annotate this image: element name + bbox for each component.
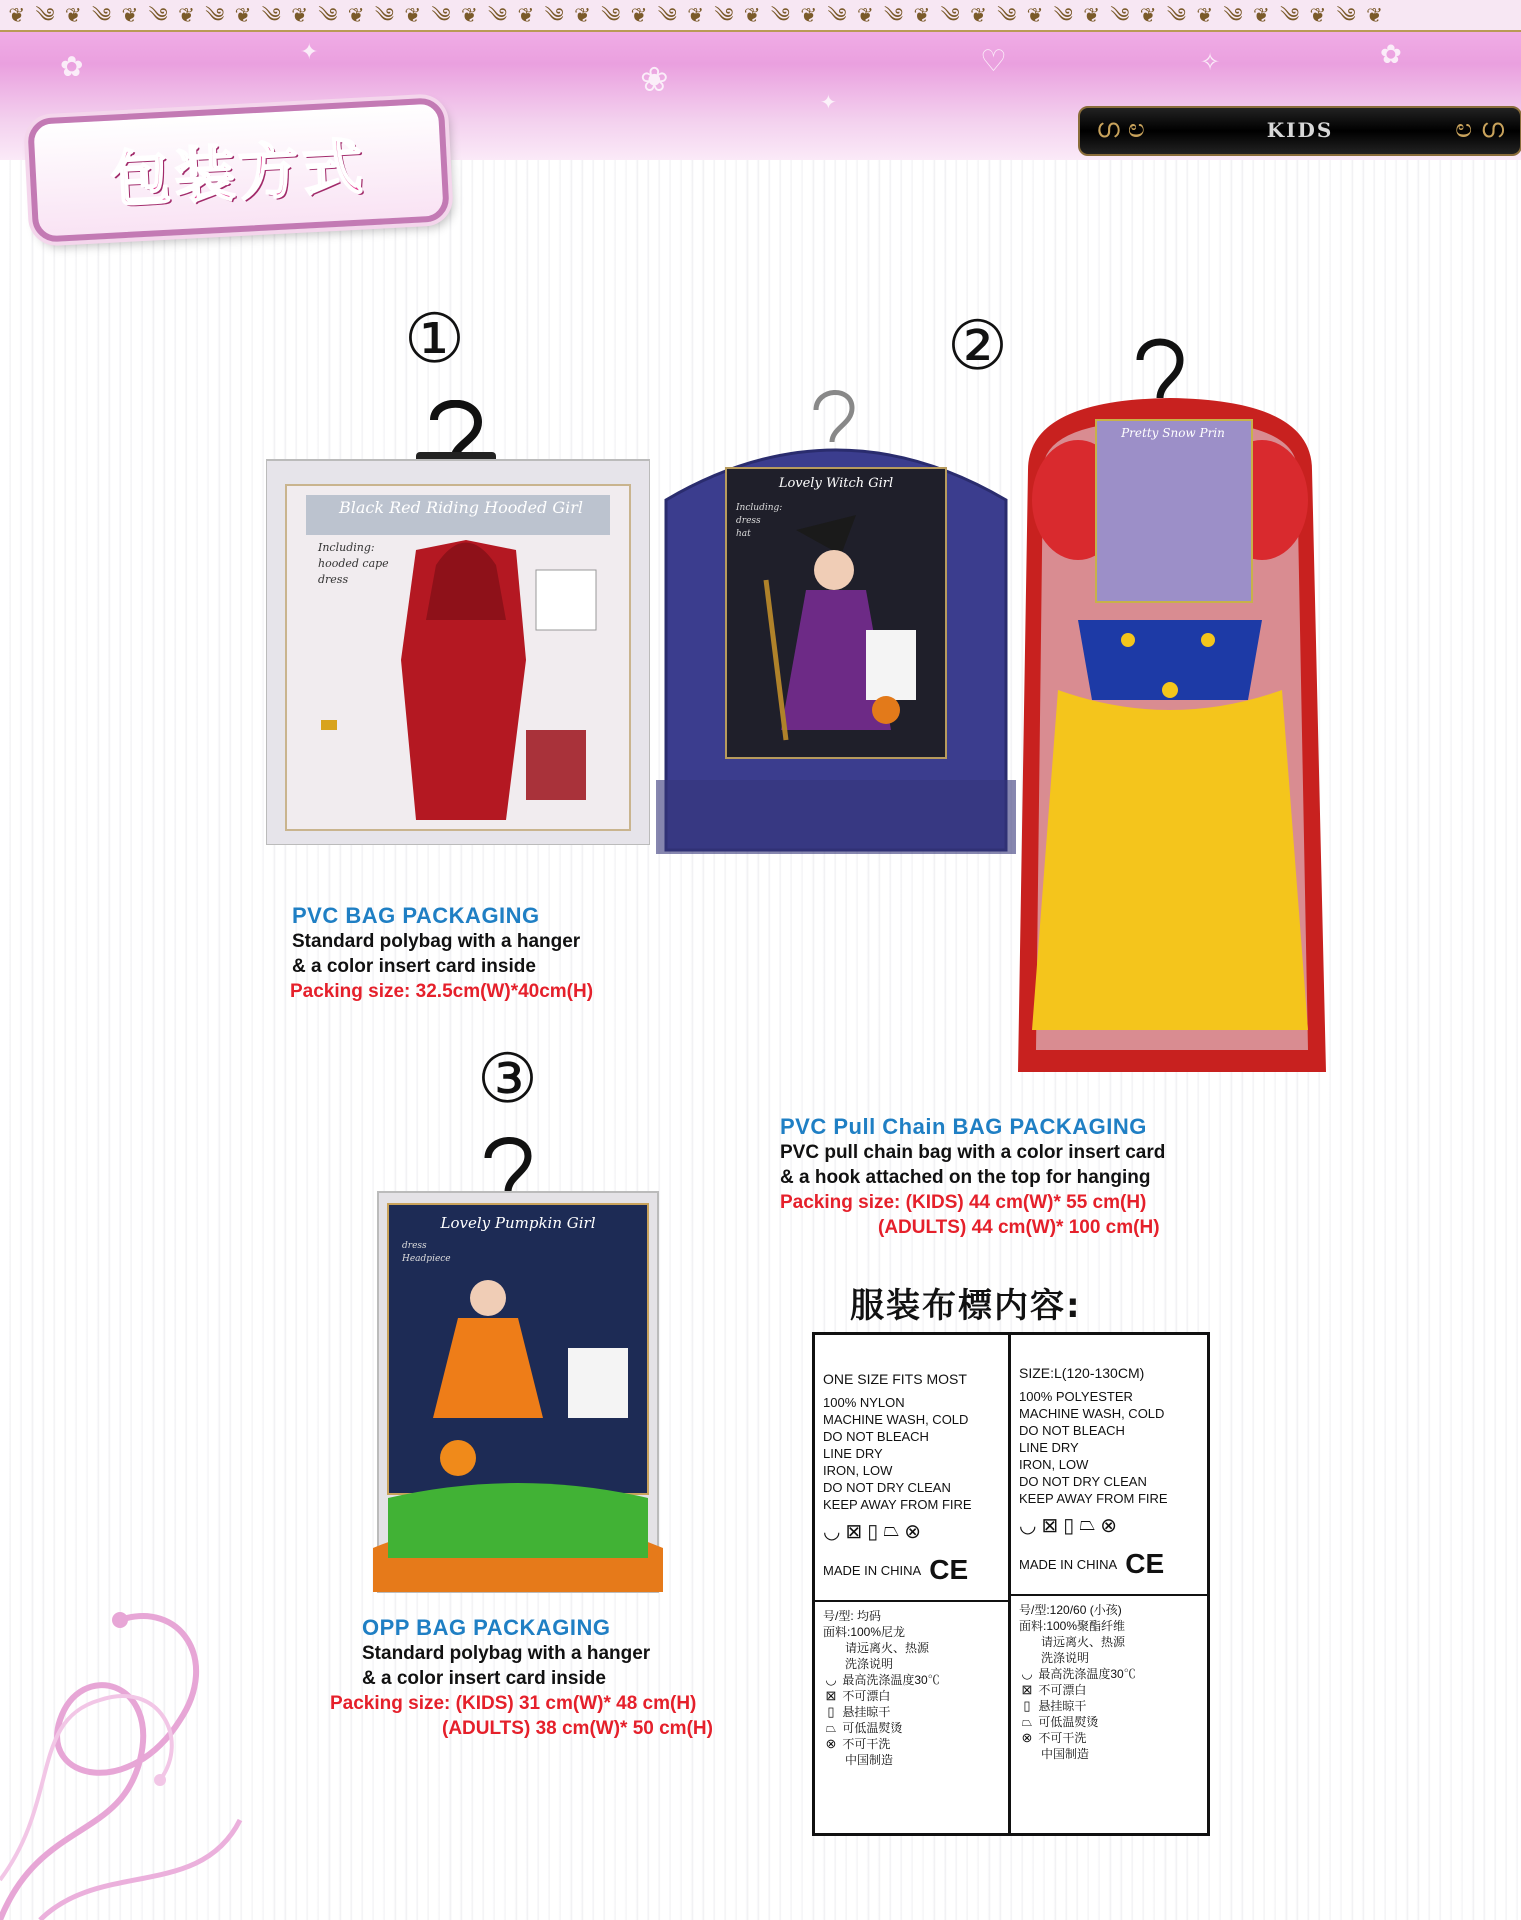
caption-size: Packing size: (KIDS) 31 cm(W)* 48 cm(H) — [330, 1693, 697, 1714]
line-dry-icon: ▯ — [1023, 1698, 1031, 1713]
line-dry-icon: ▯ — [827, 1704, 835, 1719]
pvc-bag-product — [266, 400, 650, 845]
caption-line: & a hook attached on the top for hanging — [780, 1167, 1151, 1188]
labels-heading: 服装布標内容: — [850, 1286, 1082, 1326]
wash-icon: ◡ — [825, 1672, 837, 1687]
caption-size: (ADULTS) 44 cm(W)* 100 cm(H) — [878, 1217, 1160, 1238]
caption-line: Standard polybag with a hanger — [362, 1643, 651, 1664]
label-cn-size: 号/型: 均码 — [823, 1609, 882, 1623]
label-cn-made: 中国制造 — [845, 1753, 894, 1767]
caption-pvc-bag — [292, 903, 593, 1004]
label-care-line: MACHINE WASH, COLD — [823, 1412, 969, 1427]
label-care-line: KEEP AWAY FROM FIRE — [823, 1497, 972, 1512]
wash-icon: ◡ — [1019, 1515, 1037, 1537]
caption-line: PVC pull chain bag with a color insert card — [780, 1142, 1166, 1163]
card-title: Lovely Witch Girl — [778, 476, 894, 491]
card-title: Black Red Riding Hooded Girl — [338, 498, 584, 517]
kids-tag — [1078, 106, 1521, 156]
caption-title: PVC BAG PACKAGING — [292, 903, 540, 928]
wash-icon: ◡ — [823, 1521, 841, 1543]
label-size: ONE SIZE FITS MOST — [823, 1371, 967, 1387]
label-cn-warning: 请远离火、热源 — [845, 1641, 930, 1655]
iron-icon: ⏢ — [825, 1720, 837, 1735]
label-care-line: LINE DRY — [823, 1446, 883, 1461]
ornament-icon: ಲ ഗ — [1455, 114, 1504, 144]
label-care-line: IRON, LOW — [1019, 1457, 1089, 1472]
card-contents: dress Headpiece — [402, 1241, 451, 1264]
sparkle-icon: ✧ — [1200, 48, 1221, 76]
iron-icon: ⏢ — [1021, 1714, 1033, 1729]
ce-mark: CE — [1125, 1548, 1165, 1579]
label-divider — [1011, 1594, 1207, 1596]
caption-pull-chain-bag — [780, 1114, 1165, 1240]
no-dry-clean-icon: ⊗ — [1100, 1515, 1117, 1537]
made-in: MADE IN CHINA CE — [823, 1554, 969, 1585]
ornament-icon: ഗ ಲ — [1096, 114, 1145, 144]
label-cn-size: 号/型:120/60 (小孩) — [1019, 1603, 1122, 1617]
opp-bag-product — [368, 1128, 668, 1596]
iron-icon: ⏢ — [1079, 1513, 1096, 1535]
no-bleach-icon: ⊠ — [845, 1521, 863, 1543]
card-contents: Including: hooded cape dress — [318, 541, 389, 586]
pvc-bag-image — [266, 400, 650, 845]
no-bleach-icon: ⊠ — [1021, 1682, 1033, 1697]
title-plaque — [27, 97, 450, 243]
no-dry-clean-icon: ⊗ — [1021, 1730, 1033, 1745]
page-title: 包装方式 — [109, 132, 369, 216]
caption-size: Packing size: (KIDS) 44 cm(W)* 55 cm(H) — [780, 1192, 1147, 1213]
decorative-swirl — [0, 1520, 300, 1920]
caption-size: Packing size: 32.5cm(W)*40cm(H) — [290, 981, 594, 1002]
label-care-line: DO NOT BLEACH — [823, 1429, 929, 1444]
sparkle-icon: ✦ — [820, 90, 837, 114]
witch-bag-product — [656, 380, 1016, 854]
label-care-line: KEEP AWAY FROM FIRE — [1019, 1491, 1168, 1506]
label-care-line: IRON, LOW — [823, 1463, 893, 1478]
care-label-2: SIZE:L(120-130CM) 100% POLYESTER MACHINE WASH, COLD DO NOT BLEACH LINE DRY IRON, LOW DO NOT DRY CLEAN KEEP AWAY FROM FIRE ◡ ⊠ ▯ ⏢ ⊗ MADE IN CHINA CE 号/型:120/60 (小孩) 面料:100%聚酯纤维 请远离火、热源 洗涤说明 ◡ 最高洗涤温度30℃ ⊠ 不可漂白 ▯ 悬挂晾干 ⏢ 可低温熨烫 ⊗ 不可干洗 中国制造 — [1008, 1332, 1210, 1836]
no-dry-clean-icon: ⊗ — [825, 1736, 837, 1751]
label-material: 100% NYLON — [823, 1395, 905, 1410]
label-cn-wash-title: 洗涤说明 — [1041, 1651, 1090, 1665]
label-care-line: LINE DRY — [1019, 1440, 1079, 1455]
kids-label: KIDS — [1266, 118, 1334, 142]
caption-title: PVC Pull Chain BAG PACKAGING — [780, 1114, 1147, 1139]
label-cn-warning: 请远离火、热源 — [1041, 1635, 1126, 1649]
iron-icon: ⏢ — [883, 1519, 900, 1541]
card-title: Lovely Pumpkin Girl — [440, 1214, 596, 1232]
ornament-border: ❦ ༄ ❦ ༄ ❦ ༄ ❦ ༄ ❦ ༄ ❦ ༄ ❦ ༄ ❦ ༄ ❦ ༄ ❦ ༄ ❦ ༄ ❦ ༄ ❦ ༄ ❦ ༄ ❦ ༄ ❦ ༄ ❦ ༄ ❦ ༄ ❦ ༄ ❦ ༄ ❦ ༄ ❦ ༄ ❦ ༄ ❦ ༄ ❦ — [0, 0, 1521, 32]
witch-bag-image — [656, 380, 1016, 854]
no-bleach-icon: ⊠ — [825, 1688, 837, 1703]
caption-title: OPP BAG PACKAGING — [362, 1615, 611, 1640]
label-cn-wash-title: 洗涤说明 — [845, 1657, 894, 1671]
label-care-line: DO NOT BLEACH — [1019, 1423, 1125, 1438]
made-in: MADE IN CHINA CE — [1019, 1548, 1165, 1579]
opp-bag-image — [368, 1128, 668, 1596]
care-icons — [815, 1519, 1011, 1544]
label-cn-made: 中国制造 — [1041, 1747, 1090, 1761]
caption-line: & a color insert card inside — [362, 1668, 606, 1689]
label-care-line: MACHINE WASH, COLD — [1019, 1406, 1165, 1421]
label-size: SIZE:L(120-130CM) — [1019, 1365, 1145, 1381]
line-dry-icon: ▯ — [867, 1521, 879, 1543]
line-dry-icon: ▯ — [1063, 1515, 1075, 1537]
snow-princess-bag-image — [1008, 330, 1332, 1080]
care-icons — [1011, 1513, 1207, 1538]
caption-size: (ADULTS) 38 cm(W)* 50 cm(H) — [442, 1718, 713, 1739]
sparkle-icon: ✦ — [300, 40, 319, 65]
flower-icon: ✿ — [60, 50, 84, 83]
item-number-2: ② — [947, 307, 1008, 386]
care-label-1: ONE SIZE FITS MOST 100% NYLON MACHINE WASH, COLD DO NOT BLEACH LINE DRY IRON, LOW DO NOT DRY CLEAN KEEP AWAY FROM FIRE ◡ ⊠ ▯ ⏢ ⊗ MADE IN CHINA CE 号/型: 均码 面料:100%尼龙 请远离火、热源 洗涤说明 ◡ 最高洗涤温度30℃ ⊠ 不可漂白 ▯ 悬挂晾干 ⏢ 可低温熨烫 ⊗ 不可干洗 中国制造 — [812, 1332, 1014, 1836]
label-care-line: DO NOT DRY CLEAN — [823, 1480, 951, 1495]
ce-mark: CE — [929, 1554, 969, 1585]
label-cn-material: 面料:100%聚酯纤维 — [1019, 1619, 1126, 1633]
caption-line: Standard polybag with a hanger — [292, 931, 581, 952]
item-number-1: ① — [404, 300, 465, 379]
label-divider — [815, 1600, 1011, 1602]
no-bleach-icon: ⊠ — [1041, 1515, 1059, 1537]
label-care-line: DO NOT DRY CLEAN — [1019, 1474, 1147, 1489]
card-contents: Including: dress hat — [736, 503, 783, 539]
snow-princess-bag-product — [1008, 330, 1332, 1080]
caption-line: & a color insert card inside — [292, 956, 536, 977]
caption-opp-bag — [330, 1615, 713, 1741]
card-title: Pretty Snow Prin — [1121, 426, 1225, 440]
label-material: 100% POLYESTER — [1019, 1389, 1133, 1404]
flower-icon: ❀ — [640, 60, 669, 100]
no-dry-clean-icon: ⊗ — [904, 1521, 921, 1543]
heart-icon: ♡ — [980, 44, 1007, 79]
label-cn-material: 面料:100%尼龙 — [823, 1625, 906, 1639]
flower-icon: ✿ — [1380, 40, 1402, 70]
item-number-3: ③ — [477, 1040, 538, 1119]
wash-icon: ◡ — [1021, 1666, 1033, 1681]
